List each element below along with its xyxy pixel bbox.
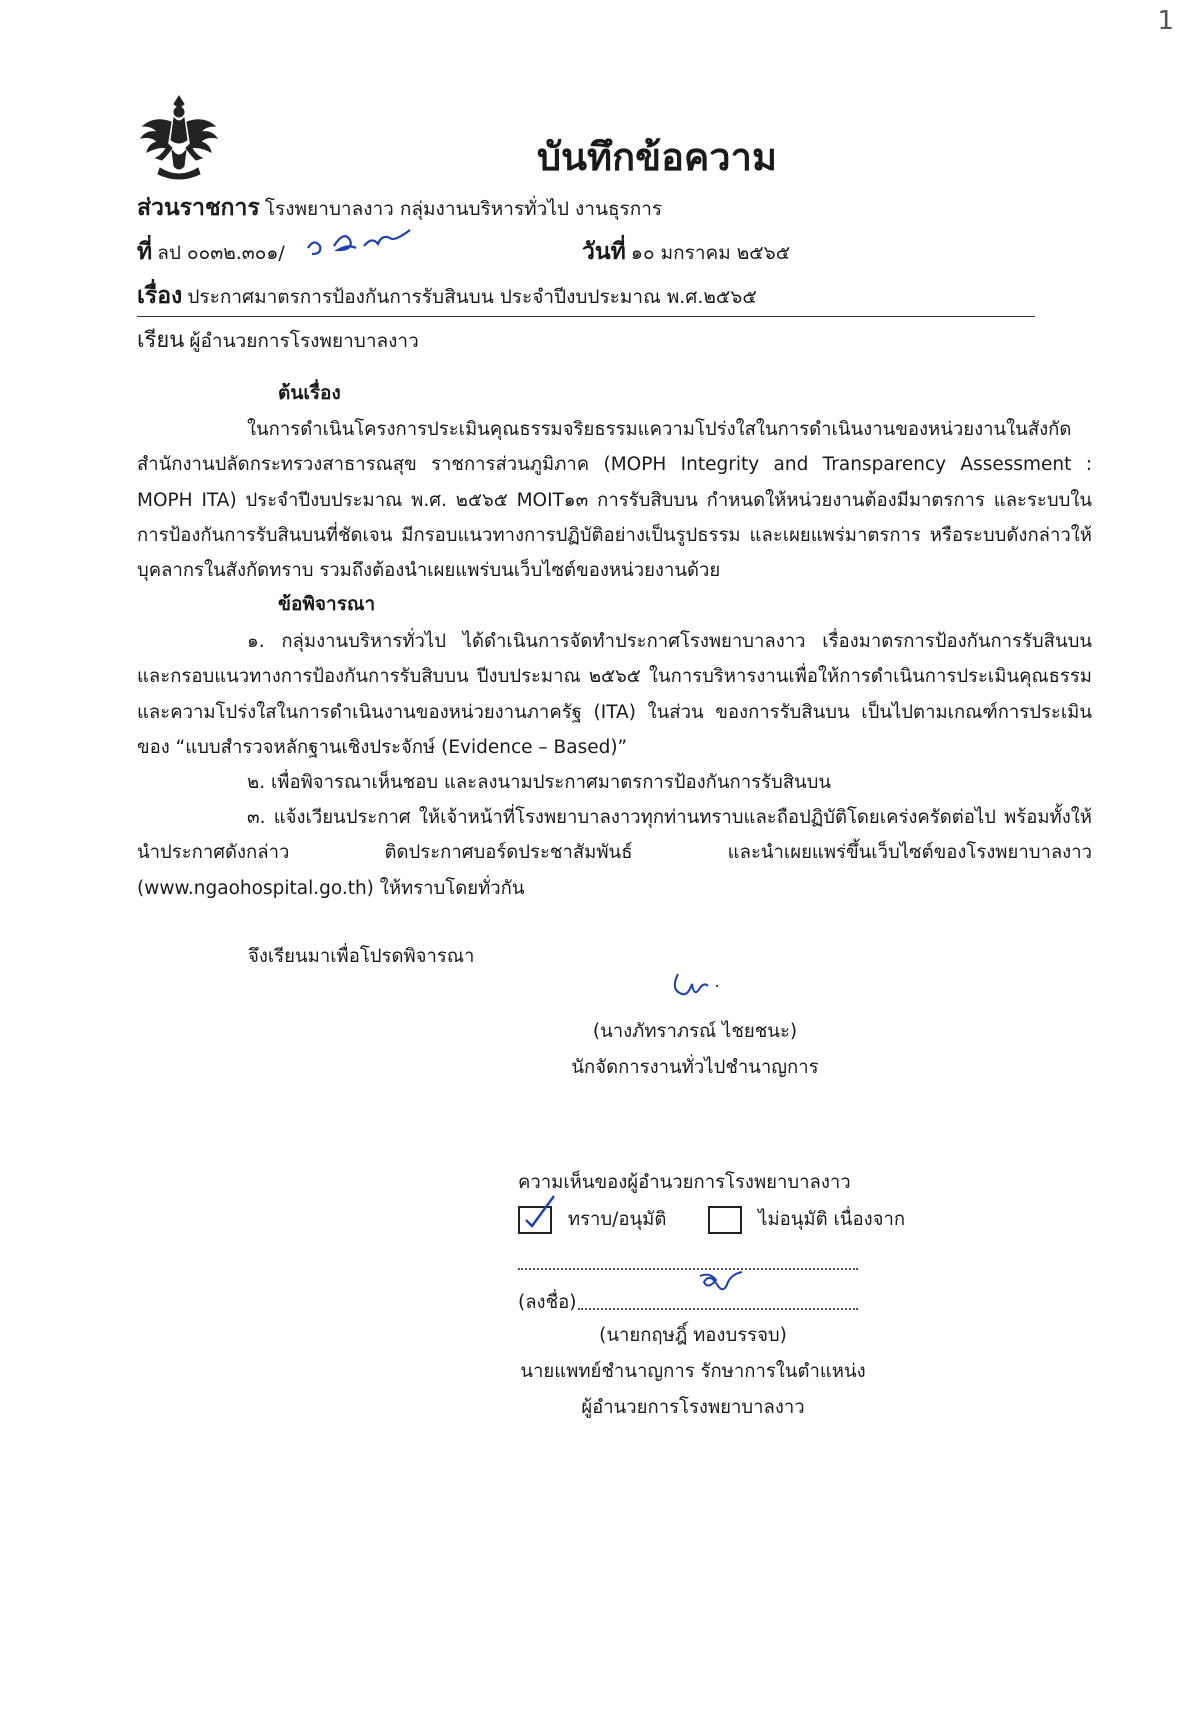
approve-checkbox[interactable] [518,1206,552,1234]
signer-signature [668,966,728,1006]
reject-checkbox[interactable] [708,1206,742,1234]
date-row [582,234,790,270]
approve-label: ทราบ/อนุมัติ [567,1209,667,1230]
handwritten-reference-number [304,222,414,262]
reference-value: ลป ๐๐๓๒.๓๐๑/ [157,242,285,264]
consideration-item-1: ๑. กลุ่มงานบริหารทั่วไป ได้ดำเนินการจัดทำประกาศโรงพยาบาลงาว เรื่องมาตรการป้องกันการรับสินบน และกรอบแนวทางการป้องกันการรับสิบบน ปีงบประมาณ ๒๕๖๕ ในการบริหารงานเพื่อให้การดำเนินการประเมินคุณธรรมและความโปร่งใสในการดำเนินงานของหน่วยงานภาครัฐ (ITA) ในส่วน ของการรับสินบน เป็นไปตามเกณฑ์การประเมินของ “แบบสำรวจหลักฐานเชิงประจักษ์ (Evidence – Based)” [137,631,1092,758]
sign-dotted-line [578,1308,858,1310]
director-opinion-heading: ความเห็นของผู้อำนวยการโรงพยาบาลงาว [518,1172,851,1193]
director-position-2: ผู้อำนวยการโรงพยาบาลงาว [581,1397,805,1418]
considerations-heading: ข้อพิจารณา [278,593,376,615]
date-label: วันที่ [582,239,626,265]
signer-position: นักจัดการงานทั่วไปชำนาญการ [571,1057,819,1078]
subject-row [137,278,757,314]
background-heading: ต้นเรื่อง [278,382,341,404]
subject-value: ประกาศมาตรการป้องกันการรับสินบน ประจำปีงบประมาณ พ.ศ.๒๕๖๕ [187,286,757,308]
to-label: เรียน [137,328,185,353]
date-value: ๑๐ มกราคม ๒๕๖๕ [630,242,791,264]
to-row [137,322,419,357]
header-divider [137,316,1035,317]
signer-block [520,1014,870,1086]
reference-label: ที่ [137,239,153,265]
agency-row [137,190,662,226]
signer-name: (นางภัทราภรณ์ ไชยชนะ) [592,1021,798,1042]
agency-label: ส่วนราชการ [137,195,260,221]
approval-options [518,1205,905,1234]
reason-dotted-line [518,1268,858,1270]
director-position-1: นายแพทย์ชำนาญการ รักษาการในตำแหน่ง [520,1361,866,1382]
reference-row [137,234,285,270]
sign-label: (ลงชื่อ) [518,1292,577,1313]
agency-value: โรงพยาบาลงาว กลุ่มงานบริหารทั่วไป งานธุรการ [264,198,663,220]
consideration-item-2: ๒. เพื่อพิจารณาเห็นชอบ และลงนามประกาศมาตรการป้องกันการรับสินบน [247,772,832,793]
director-signature [696,1268,746,1302]
page-number: 1 [1157,6,1174,36]
background-paragraph: ในการดำเนินโครงการประเมินคุณธรรมจริยธรรมแความโปร่งใสในการดำเนินงานของหน่วยงานในสังกัดสำนักงานปลัดกระทรวงสาธารณสุข ราชการส่วนภูมิภาค (MOPH Integrity and Transparency Assessment : MOPH ITA) ประจำปีงบประมาณ พ.ศ. ๒๕๖๕ MOIT๑๓ การรับสิบบน กำหนดให้หน่วยงานต้องมีมาตรการ และระบบในการป้องกันการรับสินบนที่ชัดเจน มีกรอบแนวทางการปฏิบัติอย่างเป็นรูปธรรม และเผยแพร่มาตรการ หรือระบบดังกล่าวให้บุคลากรในสังกัดทราบ รวมถึงต้องนำเผยแพร่บนเว็บไซต์ของหน่วยงานด้วย [137,419,1092,582]
consideration-item-3: ๓. แจ้งเวียนประกาศ ให้เจ้าหน้าที่โรงพยาบาลงาวทุกท่านทราบและถือปฏิบัติโดยเคร่งครัดต่อไป พร้อมทั้งให้นำประกาศดังกล่าว ติดประกาศบอร์ดประชาสัมพันธ์ และนำเผยแพร่ขึ้นเว็บไซต์ของโรงพยาบาลงาว (www.ngaohospital.go.th) ให้ทราบโดยทั่วกัน [137,807,1092,899]
reject-label: ไม่อนุมัติ เนื่องจาก [758,1209,906,1230]
subject-label: เรื่อง [137,283,183,309]
director-name: (นายกฤษฎิ์ ทองบรรจบ) [599,1325,787,1346]
to-value: ผู้อำนวยการโรงพยาบาลงาว [189,330,419,352]
director-block [508,1318,878,1426]
memo-title: บันทึกข้อความ [536,135,778,179]
closing-text: จึงเรียนมาเพื่อโปรดพิจารณา [248,946,475,967]
